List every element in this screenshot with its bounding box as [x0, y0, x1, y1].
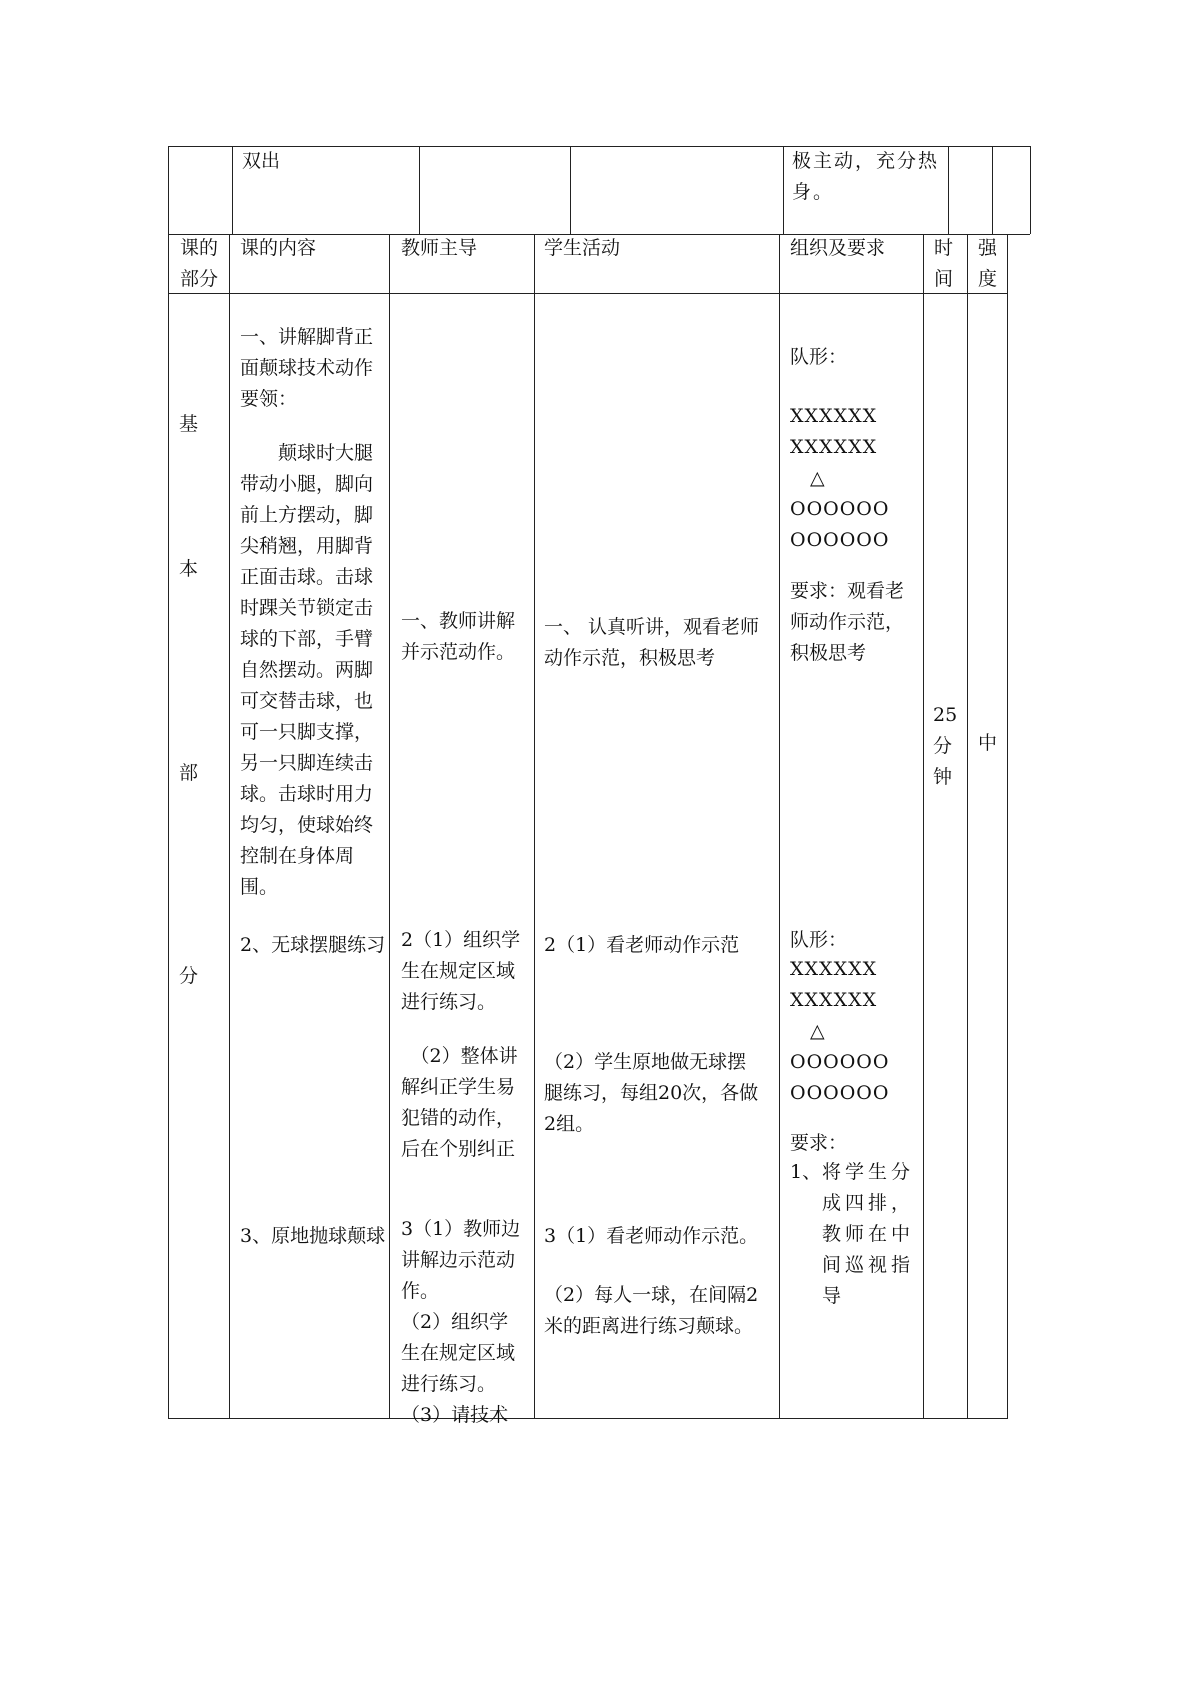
top-row-divider: [419, 146, 420, 234]
time-value: 25 分 钟: [933, 704, 958, 788]
top-row-divider: [232, 146, 233, 234]
org-requirement-number: 1、: [790, 1161, 822, 1183]
student-step-3a: 3（1）看老师动作示范。: [544, 1225, 759, 1247]
org-requirement-text: 将学生分 成四排， 教师在中 间巡视指 导: [822, 1161, 915, 1307]
header-student: 学生活动: [544, 237, 621, 259]
org-formation-diagram: XXXXXX XXXXXX △ OOOOOO OOOOOO: [790, 405, 890, 551]
top-row-org: 极主动，充分热 身。: [792, 150, 940, 203]
part-label-char: 基: [179, 413, 199, 435]
header-org: 组织及要求: [790, 237, 886, 259]
org-requirement-label: 要求：: [790, 1132, 848, 1154]
header-time: 时 间: [934, 237, 954, 290]
org-formation-diagram: XXXXXX XXXXXX △ OOOOOO OOOOOO: [790, 958, 890, 1104]
teacher-step-3: 3（1）教师边 讲解边示范动 作。 （2）组织学 生在规定区域 进行练习。 （3）请技术: [401, 1218, 521, 1426]
column-divider: [389, 234, 390, 1418]
top-row-divider: [783, 146, 784, 234]
column-divider: [967, 234, 968, 1418]
org-formation-label: 队形：: [790, 929, 848, 951]
part-label-char: 分: [179, 965, 199, 987]
content-section-2: 2、无球摆腿练习: [240, 934, 386, 956]
column-divider: [534, 234, 535, 1418]
student-step-2a: 2（1）看老师动作示范: [544, 934, 740, 956]
org-requirement: 要求：观看老 师动作示范， 积极思考: [790, 580, 905, 664]
teacher-step-1: 一、教师讲解 并示范动作。: [401, 610, 516, 663]
header-intensity: 强 度: [978, 237, 998, 290]
top-row-divider: [948, 146, 949, 234]
column-divider: [779, 234, 780, 1418]
part-label-char: 部: [179, 762, 199, 784]
column-divider: [229, 234, 230, 1418]
org-formation-label: 队形：: [790, 346, 848, 368]
top-row-divider: [1030, 146, 1031, 234]
header-content: 课的内容: [240, 237, 317, 259]
student-step-3b: （2）每人一球，在间隔2 米的距离进行练习颠球。: [544, 1284, 759, 1337]
content-section-3: 3、原地抛球颠球: [240, 1225, 386, 1247]
top-row-content: 双出: [242, 150, 281, 172]
column-divider: [923, 234, 924, 1418]
top-row-divider: [992, 146, 993, 234]
table-left-border: [168, 146, 169, 1418]
content-section-1-title: 一、讲解脚背正 面颠球技术动作 要领：: [240, 326, 374, 410]
content-section-1-body: 颠球时大腿 带动小腿，脚向 前上方摆动，脚 尖稍翘，用脚背 正面击球。击球 时踝关节锁定击 球的下部，手臂 自然摆动。两脚 可交替击球，也 可一只脚支撑， 另一只脚连续击 球。击球时用力 均匀，使球始终 控制在身体周 围。: [240, 442, 374, 898]
table-right-border: [1007, 234, 1008, 1418]
top-row-divider: [570, 146, 571, 234]
table-bottom-border: [168, 1418, 1008, 1419]
intensity-value: 中: [978, 732, 998, 754]
student-step-2b: （2）学生原地做无球摆 腿练习，每组20次，各做 2组。: [544, 1051, 759, 1135]
header-part: 课的 部分: [180, 237, 219, 290]
header-bottom-border: [168, 293, 1008, 294]
teacher-step-2a: 2（1）组织学 生在规定区域 进行练习。: [401, 929, 521, 1013]
student-step-1: 一、 认真听讲，观看老师 动作示范，积极思考: [544, 616, 760, 669]
header-teacher: 教师主导: [401, 237, 478, 259]
part-label-char: 本: [179, 558, 199, 580]
teacher-step-2b: （2）整体讲 解纠正学生易 犯错的动作， 后在个别纠正: [401, 1045, 518, 1160]
